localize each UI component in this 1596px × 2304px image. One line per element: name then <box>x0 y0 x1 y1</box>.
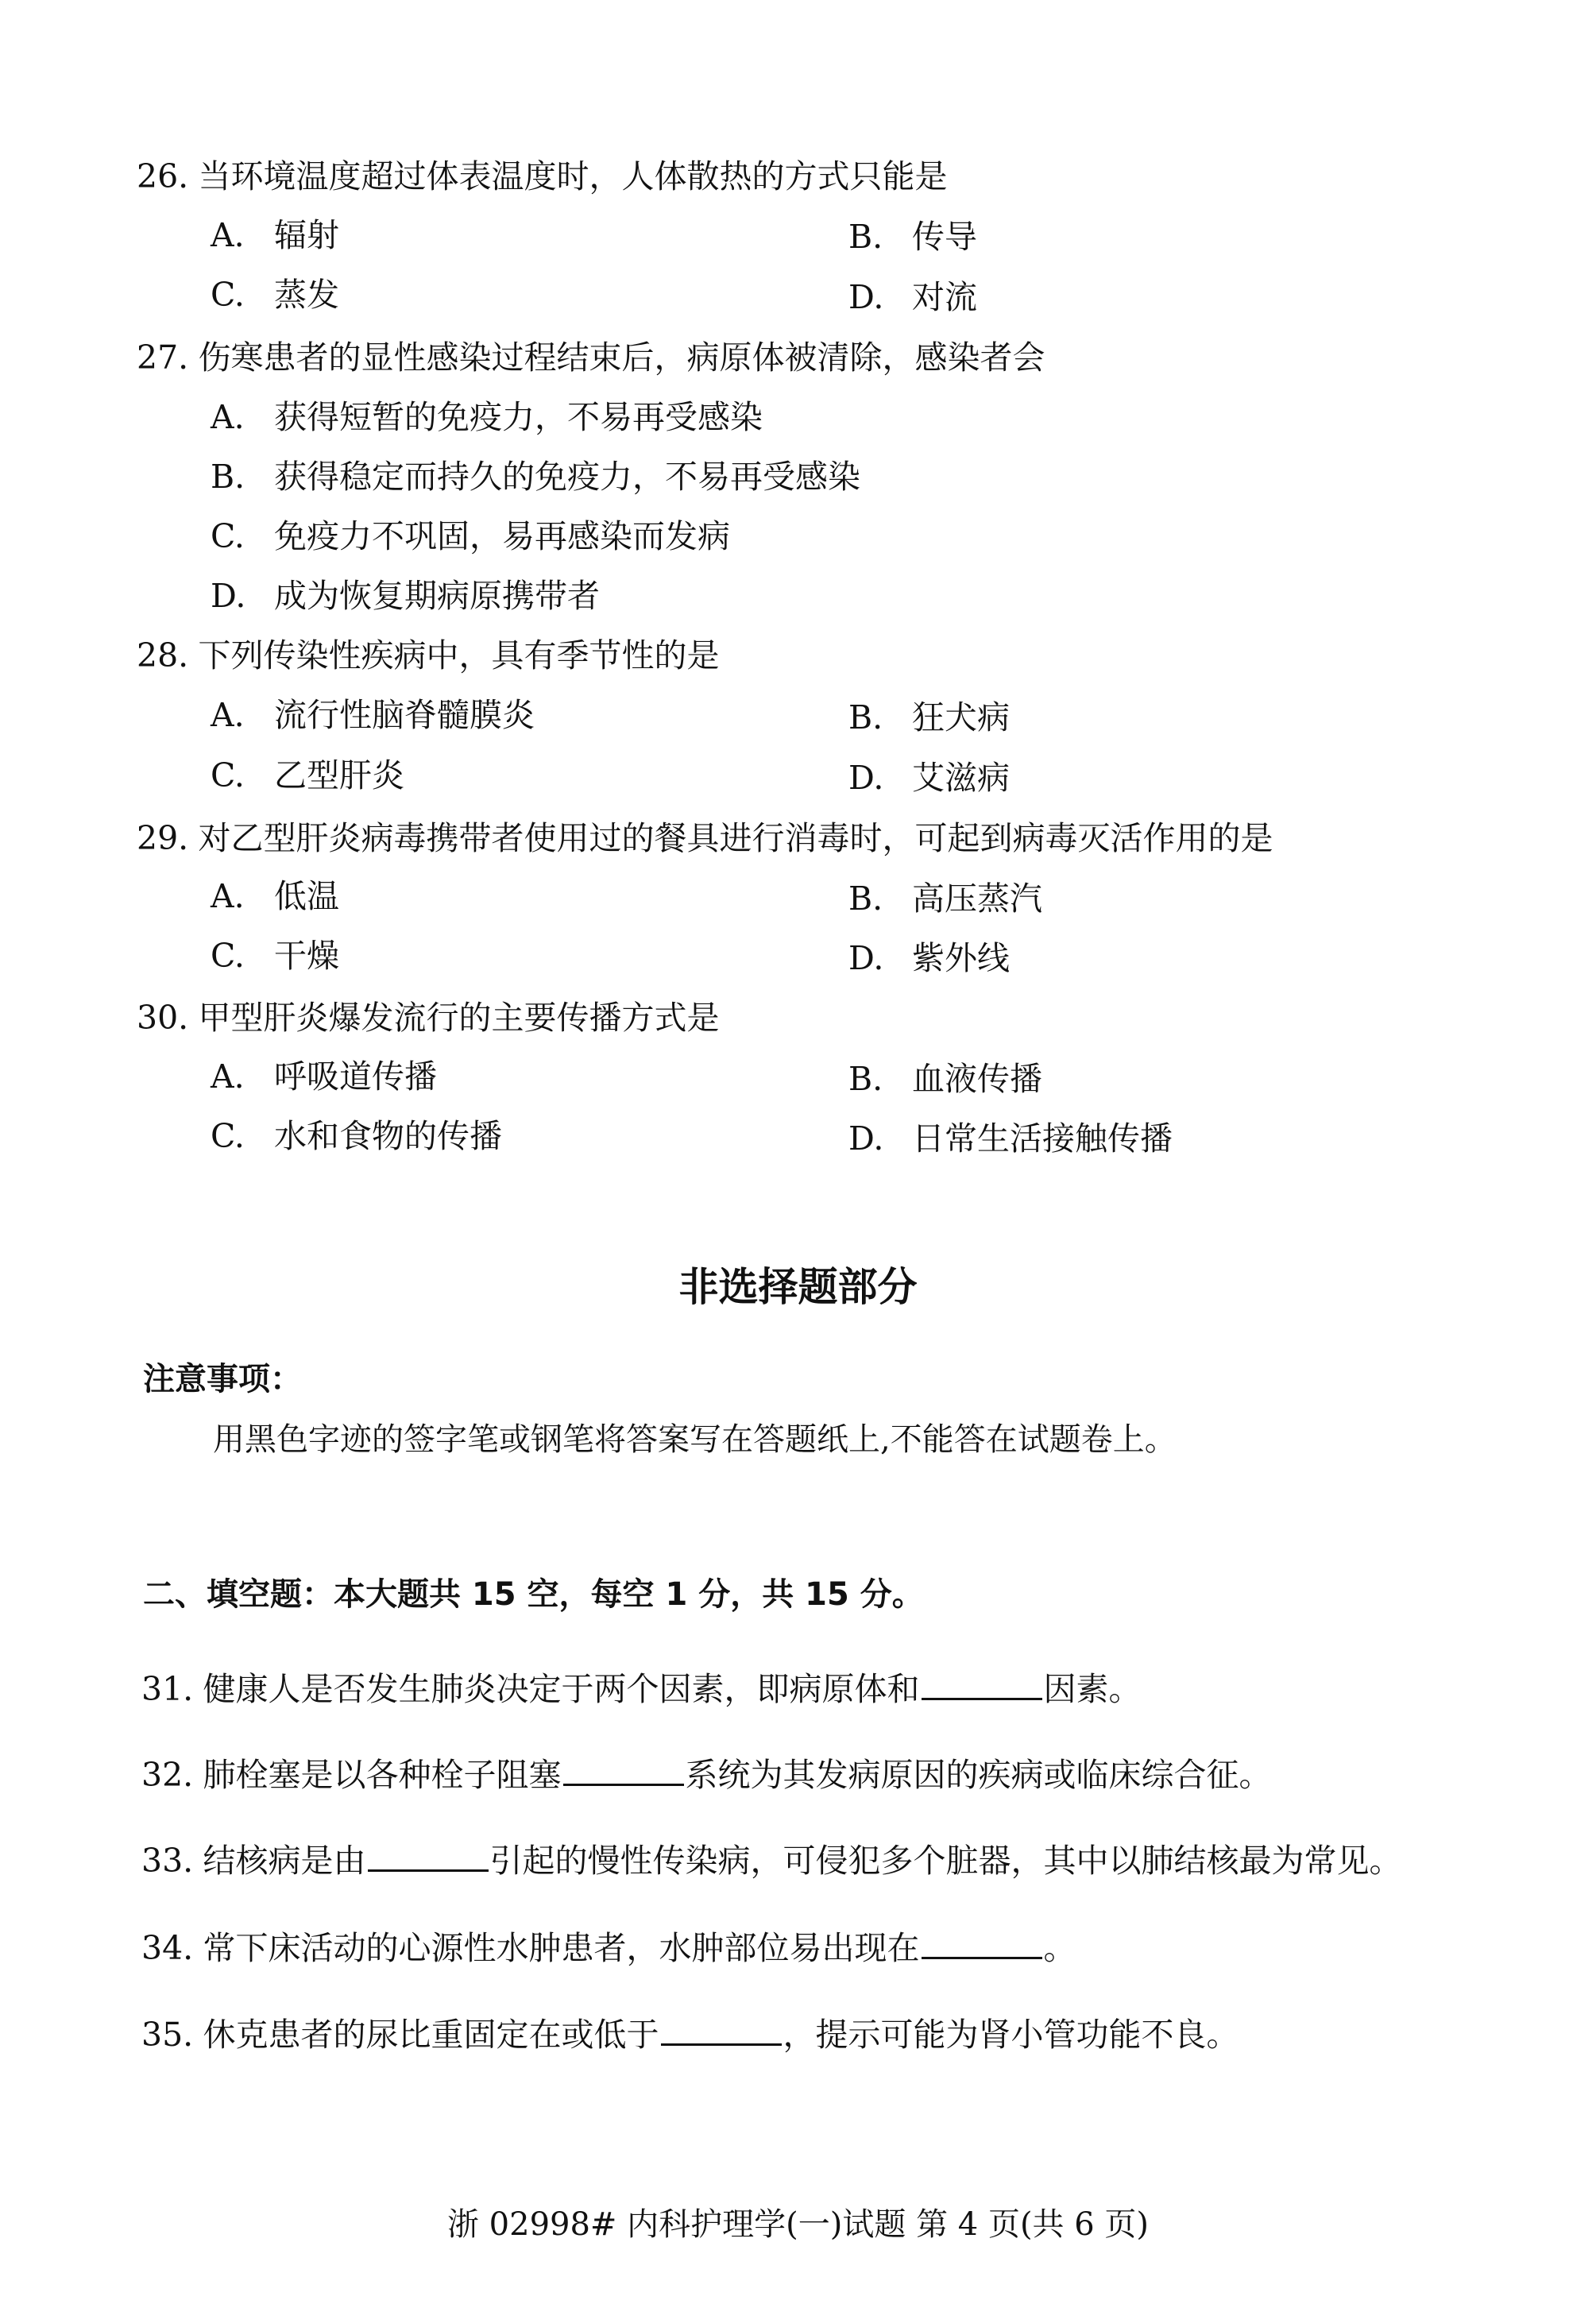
option-c: C. 免疫力不巩固，易再感染而发病 <box>211 517 730 555</box>
option-b: B. 狂犬病 <box>848 698 1010 736</box>
answer-blank <box>922 1669 1042 1700</box>
option-c: C. 水和食物的传播 <box>211 1117 502 1155</box>
option-a: A. 获得短暂的免疫力，不易再受感染 <box>211 398 763 436</box>
question-number: 26. <box>137 157 189 195</box>
option-a: A. 流行性脑脊髓膜炎 <box>211 696 535 734</box>
question-32: 32. 肺栓塞是以各种栓子阻塞 系统为其发病原因的疾病或临床综合征。 <box>141 1756 1272 1794</box>
option-b: B. 获得稳定而持久的免疫力，不易再受感染 <box>211 458 860 496</box>
option-d: D. 紫外线 <box>848 939 1010 977</box>
question-number: 30. <box>137 999 189 1037</box>
answer-blank <box>368 1841 489 1872</box>
notice-heading: 注意事项： <box>143 1361 302 1397</box>
option-b: B. 高压蒸汽 <box>848 879 1042 918</box>
option-c: C. 蒸发 <box>211 276 339 314</box>
part-heading: 二、填空题：本大题共 15 空，每空 1 分，共 15 分。 <box>143 1576 924 1613</box>
option-a: A. 辐射 <box>211 216 339 254</box>
question-34: 34. 常下床活动的心源性水肿患者，水肿部位易出现在 。 <box>141 1929 1076 1967</box>
question-31: 31. 健康人是否发生肺炎决定于两个因素，即病原体和 因素。 <box>141 1670 1142 1708</box>
answer-blank <box>661 2015 782 2046</box>
question-text: 下列传染性疾病中，具有季节性的是 <box>198 636 720 675</box>
option-d: D. 日常生活接触传播 <box>848 1119 1173 1158</box>
option-d: D. 对流 <box>848 278 977 316</box>
option-d: D. 艾滋病 <box>848 759 1010 797</box>
section-title: 非选择题部分 <box>678 1264 918 1310</box>
answer-blank <box>922 1928 1042 1959</box>
option-a: A. 低温 <box>211 877 339 915</box>
option-b: B. 传导 <box>848 218 977 256</box>
option-c: C. 乙型肝炎 <box>211 756 404 794</box>
question-number: 27. <box>137 338 189 377</box>
question-26 <box>137 154 948 199</box>
question-29 <box>137 816 1273 860</box>
question-number: 28. <box>137 636 189 675</box>
page-footer: 浙 02998# 内科护理学(一)试题 第 4 页(共 6 页) <box>446 2206 1150 2243</box>
question-28 <box>137 633 720 678</box>
question-30 <box>137 995 720 1040</box>
option-d: D. 成为恢复期病原携带者 <box>211 577 600 615</box>
question-text: 对乙型肝炎病毒携带者使用过的餐具进行消毒时，可起到病毒灭活作用的是 <box>198 819 1273 857</box>
answer-blank <box>563 1755 684 1786</box>
question-number: 29. <box>137 819 189 857</box>
question-33: 33. 结核病是由 引起的慢性传染病，可侵犯多个脏器，其中以肺结核最为常见。 <box>141 1842 1402 1880</box>
question-text: 伤寒患者的显性感染过程结束后，病原体被清除，感染者会 <box>198 338 1045 377</box>
notice-body: 用黑色字迹的签字笔或钢笔将答案写在答题纸上,不能答在试题卷上。 <box>213 1421 1177 1458</box>
option-b: B. 血液传播 <box>848 1060 1042 1098</box>
question-27 <box>137 335 1045 380</box>
option-c: C. 干燥 <box>211 937 339 975</box>
option-a: A. 呼吸道传播 <box>211 1057 437 1096</box>
question-35: 35. 休克患者的尿比重固定在或低于 ，提示可能为肾小管功能不良。 <box>141 2016 1239 2054</box>
question-text: 甲型肝炎爆发流行的主要传播方式是 <box>198 999 720 1037</box>
question-text: 当环境温度超过体表温度时，人体散热的方式只能是 <box>198 157 948 195</box>
